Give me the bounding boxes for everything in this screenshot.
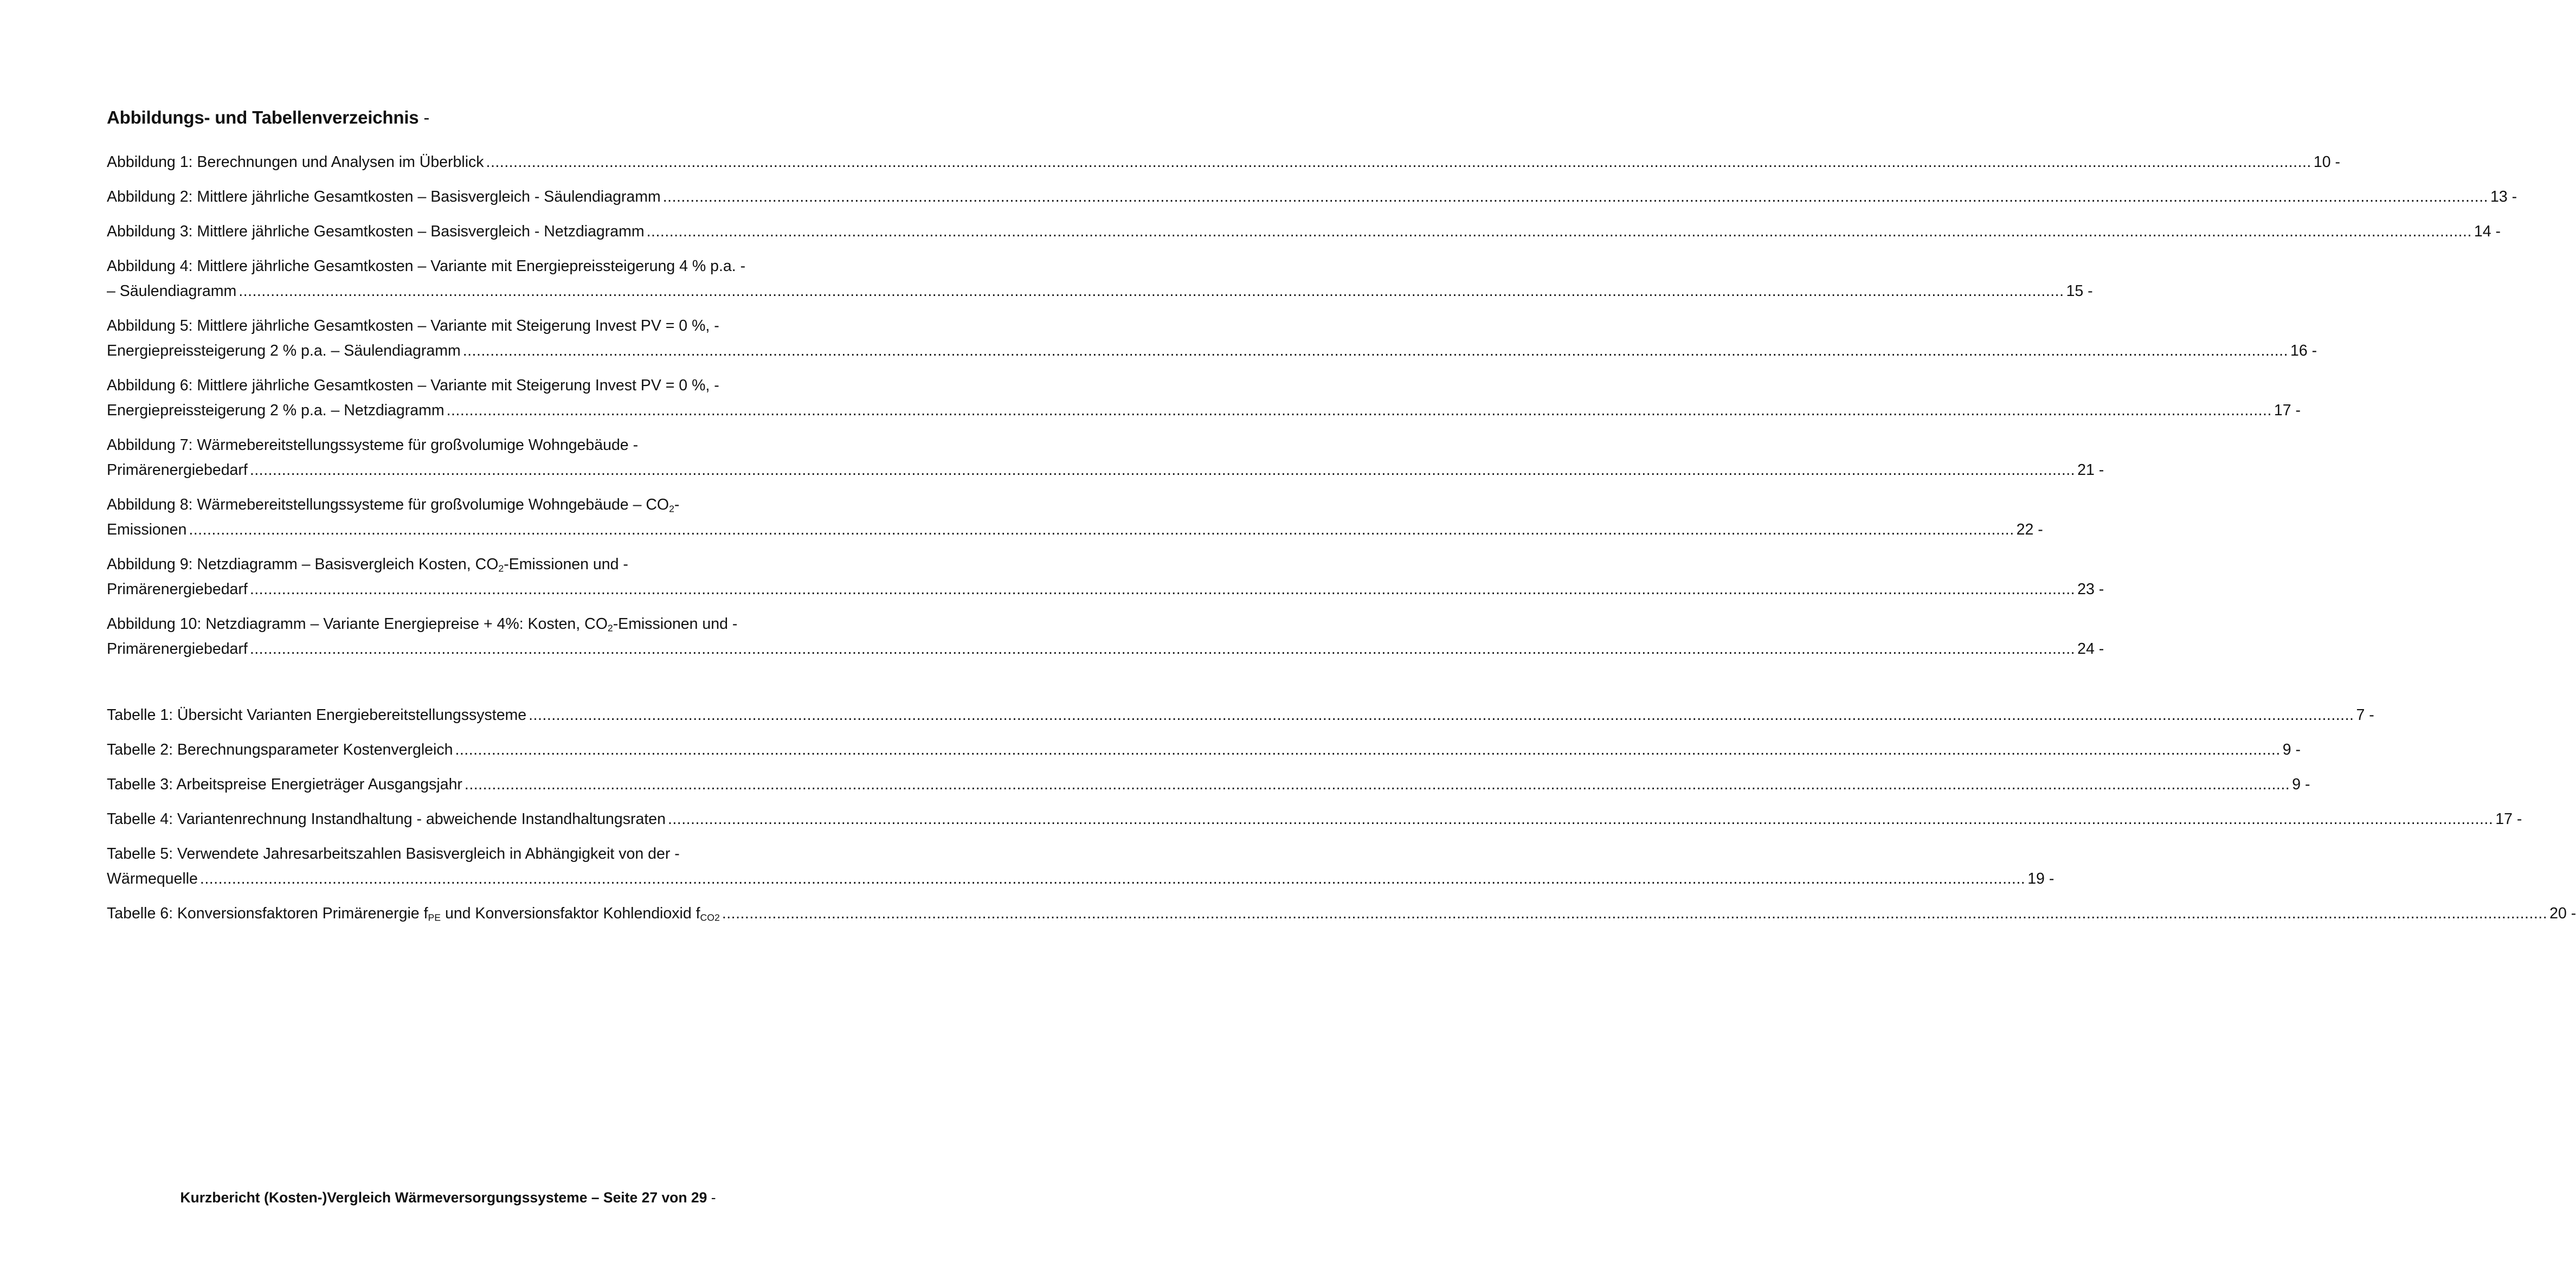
dot-leader: ................................................................................................................................................................................................................................................................................................................................................................................................................ [446, 402, 2272, 419]
dot-leader: ................................................................................................................................................................................................................................................................................................................................................................................................................ [646, 223, 2472, 240]
dot-leader: ................................................................................................................................................................................................................................................................................................................................................................................................................ [249, 461, 2076, 479]
page-footer [0, 1189, 896, 1206]
table-entry-line [107, 841, 796, 866]
page-title [107, 107, 429, 128]
table-entry-title: Tabelle 3: Arbeitspreise Energieträger Ausgangsjahr [107, 776, 462, 793]
table-entry-page: 9 - [2282, 741, 2301, 758]
figure-entry-title: Abbildung 10: Netzdiagramm – Variante Energiepreise + 4%: Kosten, $CO_2$-Emissionen und - [107, 615, 738, 634]
figure-entry-line [107, 398, 2301, 423]
dot-leader: ................................................................................................................................................................................................................................................................................................................................................................................................................ [462, 342, 2289, 359]
figure-entry-page: 16 - [2290, 342, 2317, 359]
figure-entry-title: Energiepreissteigerung 2 % p.a. – Säulendiagramm [107, 342, 461, 359]
figure-entry[interactable] [107, 433, 2104, 482]
figure-entry[interactable] [107, 492, 2043, 542]
figure-entry-line [107, 517, 2043, 542]
footer-text: Kurzbericht (Kosten-)Vergleich Wärmeversorgungssysteme – Seite 27 von 29 [180, 1189, 707, 1206]
figure-entry-line [107, 184, 2517, 209]
figure-entry-title: Abbildung 6: Mittlere jährliche Gesamtkosten – Variante mit Steigerung Invest PV = 0 %, - [107, 377, 719, 394]
dot-leader: ................................................................................................................................................................................................................................................................................................................................................................................................................ [486, 153, 2311, 171]
figure-entry-line [107, 313, 796, 338]
figure-entry[interactable] [107, 184, 2517, 209]
figure-entry-title: Abbildung 4: Mittlere jährliche Gesamtkosten – Variante mit Energiepreissteigerung 4 % p.a. - [107, 258, 746, 275]
table-entry-page: 17 - [2495, 810, 2522, 828]
page-title-suffix: - [423, 107, 430, 127]
figure-entry-title: Emissionen [107, 521, 187, 538]
figure-entry-title: Abbildung 9: Netzdiagramm – Basisvergleich Kosten, $CO_2$-Emissionen und - [107, 556, 628, 574]
figure-entry-title: Abbildung 3: Mittlere jährliche Gesamtkosten – Basisvergleich - Netzdiagramm [107, 223, 645, 240]
dot-leader: ................................................................................................................................................................................................................................................................................................................................................................................................................ [464, 776, 2290, 793]
dot-leader: ................................................................................................................................................................................................................................................................................................................................................................................................................ [249, 581, 2076, 598]
dot-leader: ................................................................................................................................................................................................................................................................................................................................................................................................................ [199, 870, 2026, 887]
figure-entry-line [107, 338, 2317, 363]
figure-entry-title: Primärenergiebedarf [107, 581, 248, 598]
figure-entry[interactable] [107, 612, 2104, 661]
figure-entry-title: Abbildung 7: Wärmebereitstellungssysteme für großvolumige Wohngebäude - [107, 436, 639, 454]
figure-entry-title: – Säulendiagramm [107, 282, 237, 300]
figure-entry-page: 15 - [2066, 282, 2093, 300]
figure-entry-line [107, 577, 2104, 602]
figure-entry-line [107, 612, 796, 636]
figure-entry-page: 10 - [2313, 153, 2340, 171]
table-entry-title: Tabelle 4: Variantenrechnung Instandhaltung - abweichende Instandhaltungsraten [107, 810, 666, 828]
dot-leader: ................................................................................................................................................................................................................................................................................................................................................................................................................ [239, 282, 2064, 300]
figure-entry-line [107, 552, 796, 577]
figure-entry-line [107, 636, 2104, 661]
figure-entry-title: Abbildung 2: Mittlere jährliche Gesamtkosten – Basisvergleich - Säulendiagramm [107, 188, 661, 205]
figure-entry-page: 13 - [2490, 188, 2517, 205]
dot-leader: ................................................................................................................................................................................................................................................................................................................................................................................................................ [455, 741, 2281, 758]
figure-entry-line [107, 150, 2340, 175]
figure-entry-page: 17 - [2274, 402, 2301, 419]
table-entry-title: Tabelle 5: Verwendete Jahresarbeitszahlen Basisvergleich in Abhängigkeit von der - [107, 845, 680, 863]
figure-entry-title: Primärenergiebedarf [107, 640, 248, 658]
table-entry[interactable] [107, 737, 2301, 762]
dot-leader: ................................................................................................................................................................................................................................................................................................................................................................................................................ [662, 188, 2489, 205]
figure-entry-page: 24 - [2077, 640, 2104, 658]
table-entry-title: Wärmequelle [107, 870, 198, 887]
figure-entry[interactable] [107, 219, 2501, 244]
dot-leader: ................................................................................................................................................................................................................................................................................................................................................................................................................ [722, 905, 2548, 922]
table-entry-line [107, 737, 2301, 762]
figure-entry[interactable] [107, 373, 2301, 423]
table-entry-line [107, 807, 2522, 832]
table-entry-title: Tabelle 6: Konversionsfaktoren Primärenergie $f_{PE}$ und Konversionsfaktor Kohlendioxid $f_{CO2}$ [107, 905, 720, 923]
footer-suffix: - [711, 1189, 716, 1206]
figure-entry-line [107, 254, 796, 279]
table-entry-page: 9 - [2292, 776, 2310, 793]
table-entry-line [107, 772, 2310, 797]
table-entry-line [107, 703, 2374, 728]
table-entry-line [107, 901, 2576, 926]
table-entry-title: Tabelle 1: Übersicht Varianten Energiebereitstellungssysteme [107, 706, 527, 724]
table-entry-page: 20 - [2549, 905, 2576, 922]
table-entry-page: 7 - [2356, 706, 2374, 724]
figure-entry[interactable] [107, 313, 2317, 363]
figure-list [107, 150, 2517, 671]
figure-entry-title: Abbildung 1: Berechnungen und Analysen im Überblick [107, 153, 484, 171]
dot-leader: ................................................................................................................................................................................................................................................................................................................................................................................................................ [667, 810, 2494, 828]
table-entry-title: Tabelle 2: Berechnungsparameter Kostenvergleich [107, 741, 453, 758]
figure-entry-page: 23 - [2077, 581, 2104, 598]
table-entry[interactable] [107, 807, 2522, 832]
figure-entry-line [107, 279, 2093, 304]
table-entry-page: 19 - [2027, 870, 2055, 887]
figure-entry[interactable] [107, 254, 2093, 304]
figure-entry-line [107, 433, 796, 458]
figure-entry-title: Abbildung 5: Mittlere jährliche Gesamtkosten – Variante mit Steigerung Invest PV = 0 %, - [107, 317, 719, 334]
figure-entry-title: Primärenergiebedarf [107, 461, 248, 479]
figure-entry-title: Abbildung 8: Wärmebereitstellungssysteme für großvolumige Wohngebäude – $CO_2-$ [107, 496, 680, 514]
figure-entry-line [107, 219, 2501, 244]
figure-entry-page: 21 - [2077, 461, 2104, 479]
figure-entry-title: Energiepreissteigerung 2 % p.a. – Netzdiagramm [107, 402, 445, 419]
figure-entry-page: 14 - [2474, 223, 2501, 240]
page-title-text: Abbildungs- und Tabellenverzeichnis [107, 107, 419, 127]
dot-leader: ................................................................................................................................................................................................................................................................................................................................................................................................................ [249, 640, 2076, 658]
figure-entry-line [107, 458, 2104, 482]
dot-leader: ................................................................................................................................................................................................................................................................................................................................................................................................................ [189, 521, 2014, 538]
figure-entry[interactable] [107, 552, 2104, 602]
figure-entry-line [107, 492, 796, 517]
dot-leader: ................................................................................................................................................................................................................................................................................................................................................................................................................ [529, 706, 2354, 724]
table-entry-line [107, 866, 2055, 891]
figure-entry-page: 22 - [2016, 521, 2043, 538]
table-entry[interactable] [107, 772, 2310, 797]
figure-entry-line [107, 373, 796, 398]
figure-entry[interactable] [107, 150, 2340, 175]
table-entry[interactable] [107, 703, 2374, 728]
table-entry[interactable] [107, 901, 2576, 926]
table-entry[interactable] [107, 841, 2055, 891]
table-list [107, 703, 2576, 936]
